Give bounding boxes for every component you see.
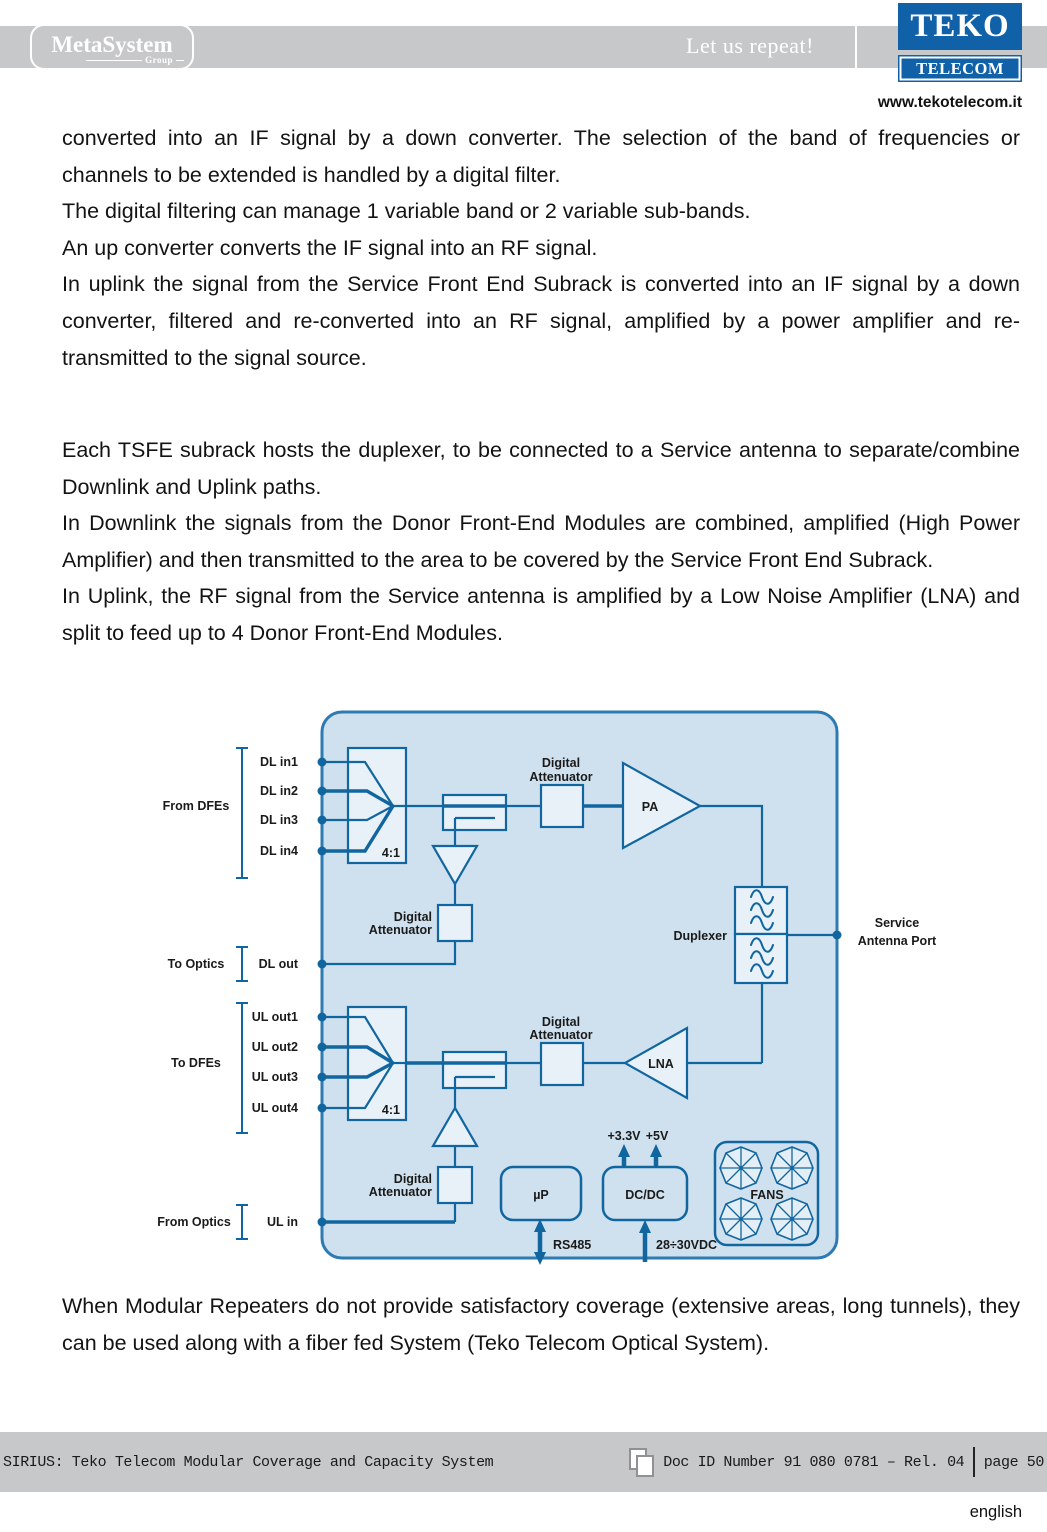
teko-logo-top: TEKO	[898, 3, 1022, 50]
paragraph-block-2	[62, 432, 1020, 652]
dl-out-port	[318, 960, 327, 969]
dl-in2-port	[318, 787, 327, 796]
ul-splitter-ratio: 4:1	[381, 1103, 400, 1117]
to-dfes-bracket	[236, 1003, 248, 1133]
dl-in1-label: DL in1	[260, 755, 298, 769]
v5-label: +5V	[645, 1129, 669, 1143]
service-antenna-port-dot	[833, 931, 842, 940]
dl-out-label: DL out	[258, 957, 298, 971]
group-line-short	[176, 60, 184, 61]
website-link[interactable]: www.tekotelecom.it	[877, 94, 1022, 111]
metasystem-logo-text: MetaSystem	[51, 32, 173, 57]
dl-out-attenuator-label: Attenuator	[368, 923, 432, 937]
dl-attenuator-label: Digital	[541, 756, 581, 770]
ul-in-attenuator-label: Attenuator	[368, 1185, 432, 1199]
paragraph: The digital filtering can manage 1 variable band or 2 variable sub-bands.	[62, 199, 751, 224]
dl-coupler	[443, 795, 506, 830]
paragraph: In uplink the signal from the Service Front End Subrack is converted into an IF signal by a down converter, filtered and re-converted into an RF signal, amplified by a power amplifier and re-transmitted to the signal source.	[62, 272, 1020, 370]
ul-out1-port	[318, 1013, 327, 1022]
paragraph: When Modular Repeaters do not provide satisfactory coverage (extensive areas, long tunnels), they can be used along with a fiber fed System (Teko Telecom Optical System).	[62, 1294, 1020, 1355]
from-optics-bracket	[236, 1205, 248, 1239]
metasystem-group-label	[86, 56, 184, 65]
ul-out2-port	[318, 1043, 327, 1052]
pages-icon	[629, 1448, 654, 1477]
service-antenna-label: Service	[874, 916, 920, 930]
ul-attenuator-label: Digital	[541, 1015, 581, 1029]
fan-icon	[720, 1198, 762, 1240]
duplexer-label: Duplexer	[673, 929, 727, 943]
tagline: Let us repeat!	[686, 33, 814, 58]
dl-combiner-ratio: 4:1	[381, 846, 400, 860]
ul-digital-attenuator	[541, 1043, 583, 1085]
footer-product-title: SIRIUS: Teko Telecom Modular Coverage and Capacity System	[3, 1453, 494, 1471]
language-label: english	[969, 1503, 1022, 1521]
footer-separator	[973, 1447, 975, 1477]
ul-out3-port	[318, 1073, 327, 1082]
dl-out-digital-attenuator	[438, 905, 472, 941]
rs485-label: RS485	[553, 1238, 592, 1252]
tsfe-block-diagram	[0, 700, 1047, 1275]
from-dfes-label: From DFEs	[162, 799, 230, 813]
paragraph: Each TSFE subrack hosts the duplexer, to be connected to a Service antenna to separate/combine Downlink and Uplink paths.	[62, 438, 1020, 499]
dl-in2-label: DL in2	[260, 784, 298, 798]
dl-in1-port	[318, 758, 327, 767]
page-number: page 50	[983, 1453, 1044, 1471]
microprocessor-label: µP	[533, 1188, 549, 1202]
metasystem-group-text: Group	[145, 55, 173, 65]
dl-attenuator-label: Attenuator	[529, 770, 593, 784]
header-bar	[0, 26, 1047, 68]
ul-out1-label: UL out1	[251, 1010, 298, 1024]
to-dfes-label: To DFEs	[171, 1056, 221, 1070]
fan-icon	[771, 1198, 813, 1240]
ul-out2-label: UL out2	[251, 1040, 298, 1054]
teko-logo-bottom: TELECOM	[898, 55, 1022, 82]
paragraph: converted into an IF signal by a down converter. The selection of the band of frequencies or channels to be extended is handled by a digital filter.	[62, 126, 1020, 187]
ul-out4-port	[318, 1104, 327, 1113]
fans-label: FANS	[750, 1188, 784, 1202]
from-dfes-bracket	[236, 748, 248, 878]
service-antenna-label: Antenna Port	[857, 934, 937, 948]
ul-in-attenuator-label: Digital	[393, 1172, 432, 1186]
fan-icon	[720, 1147, 762, 1189]
fan-icon	[771, 1147, 813, 1189]
ul-in-label: UL in	[266, 1215, 298, 1229]
paragraph: In Uplink, the RF signal from the Service antenna is amplified by a Low Noise Amplifier (LNA) and split to feed up to 4 Donor Front-End Modules.	[62, 584, 1020, 645]
footer-bar	[0, 1432, 1047, 1492]
paragraph: An up converter converts the IF signal into an RF signal.	[62, 235, 598, 260]
metasystem-logo	[30, 24, 194, 70]
header-separator	[855, 25, 857, 69]
dl-digital-attenuator	[541, 785, 583, 827]
doc-id-number: Doc ID Number 91 080 0781 – Rel. 04	[663, 1453, 965, 1471]
paragraph-block-1	[62, 120, 1020, 376]
pa-label: PA	[641, 800, 659, 814]
dcdc-label: DC/DC	[625, 1188, 665, 1202]
paragraph: In Downlink the signals from the Donor Front-End Modules are combined, amplified (High Power Amplifier) and then transmitted to the area to be covered by the Service Front End Subrack.	[62, 511, 1020, 572]
paragraph-block-3	[62, 1288, 1020, 1361]
from-optics-label: From Optics	[157, 1215, 231, 1229]
footer-doc-info	[629, 1447, 1044, 1477]
port-labels	[157, 748, 299, 1239]
group-line	[86, 60, 142, 61]
to-optics-label: To Optics	[167, 957, 225, 971]
v33-label: +3.3V	[607, 1129, 641, 1143]
ul-coupler	[443, 1052, 506, 1088]
ul-out3-label: UL out3	[251, 1070, 298, 1084]
dl-in3-label: DL in3	[260, 813, 298, 827]
dl-in4-label: DL in4	[260, 844, 298, 858]
dl-in4-port	[318, 847, 327, 856]
supply-label: 28÷30VDC	[656, 1238, 718, 1252]
page-sheet	[636, 1455, 654, 1477]
to-optics-bracket	[236, 947, 248, 981]
teko-telecom-logo	[898, 3, 1022, 82]
lna-label: LNA	[648, 1057, 674, 1071]
dl-in3-port	[318, 816, 327, 825]
ul-in-digital-attenuator	[438, 1167, 472, 1203]
dl-out-attenuator-label: Digital	[393, 910, 432, 924]
ul-out4-label: UL out4	[251, 1101, 298, 1115]
ul-in-port	[318, 1218, 327, 1227]
ul-attenuator-label: Attenuator	[529, 1028, 593, 1042]
